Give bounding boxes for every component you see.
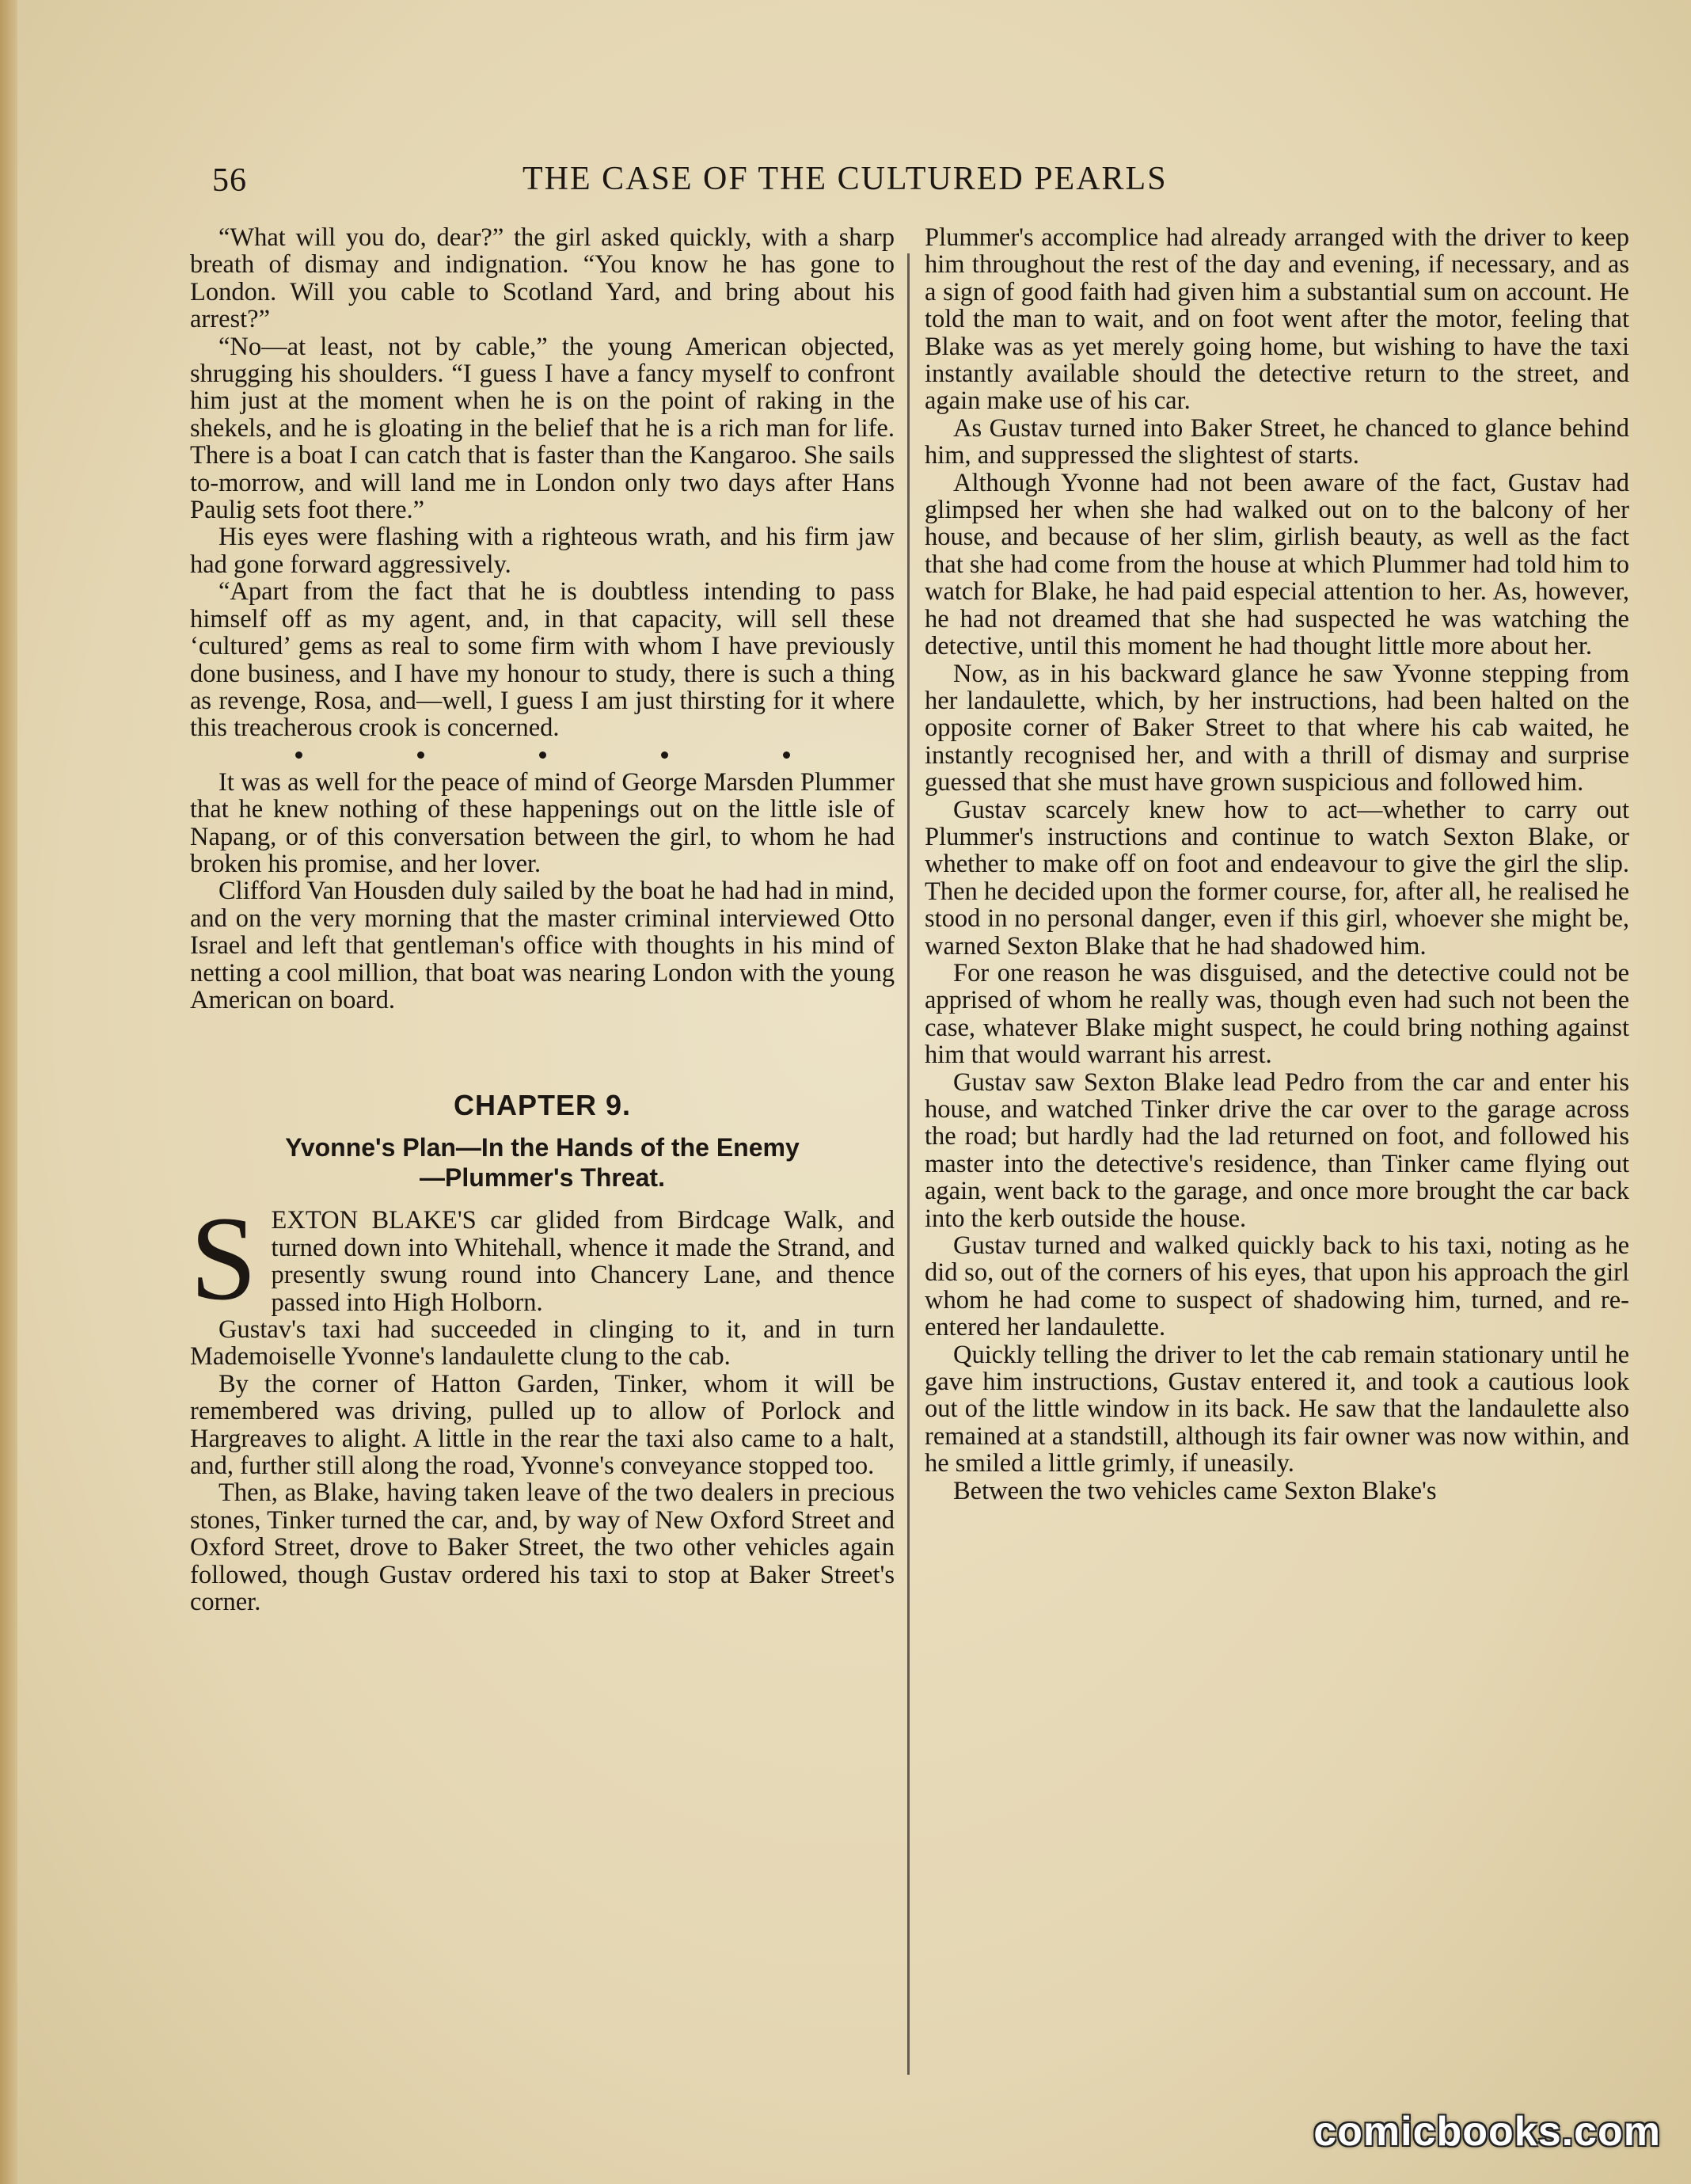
- chapter-number: CHAPTER 9.: [453, 1089, 632, 1122]
- chapter-opening-paragraph: [190, 1192, 895, 1326]
- paragraph: “What will you do, dear?” the girl asked quickly, with a sharp breath of dismay and indignation. “You know he has gone to London. Will you cable to Scotland Yard, and bring about his arrest?”: [190, 223, 895, 334]
- paragraph: As Gustav turned into Baker Street, he chanced to glance behind him, and suppressed the slightest of starts.: [925, 413, 1629, 470]
- left-column: [190, 224, 895, 1615]
- column-divider: [907, 253, 910, 2075]
- paragraph: Then, as Blake, having taken leave of the two dealers in precious stones, Tinker turned the car, and, by way of New Oxford Street and Oxford Street, drove to Baker Street, the two other vehicles again followed, though Gustav ordered his taxi to stop at Baker Street's corner.: [190, 1478, 895, 1617]
- paragraph: Quickly telling the driver to let the cab remain stationary until he gave him instructions, Gustav entered it, and took a cautious look out of the little window in its back. He saw that the landaulette also remained at a standstill, although its fair owner was now within, and he smiled a little grimly, if uneasily.: [925, 1340, 1629, 1478]
- paragraph: Gustav scarcely knew how to act—whether to carry out Plummer's instructions and continue to watch Sexton Blake, or whether to make off on foot and endeavour to give the girl the slip. Then he decided upon the former course, for, after all, he realised he stood in no personal danger, even if this girl, whoever she might be, warned Sexton Blake that he had shadowed him.: [925, 795, 1629, 961]
- chapter-heading: [190, 1088, 895, 1193]
- paragraph: Plummer's accomplice had already arranged with the driver to keep him throughout the rest of the day and evening, if necessary, and as a sign of good faith had given him a substantial sum on account. He told the man to wait, and on foot went after the motor, feeling that Blake was as yet merely going home, but wishing to have the taxi instantly available should the detective return to the street, and again make use of his car.: [925, 223, 1629, 416]
- paragraph: Gustav's taxi had succeeded in clinging to it, and in turn Mademoiselle Yvonne's landaulette clung to the cab.: [190, 1315, 895, 1372]
- scene-break-dots: [190, 742, 895, 769]
- paragraph: His eyes were flashing with a righteous wrath, and his firm jaw had gone forward aggressively.: [190, 523, 895, 579]
- paragraph: For one reason he was disguised, and the detective could not be apprised of whom he really was, though even had such not been the case, whatever Blake might suspect, he could bring nothing against him that would warrant his arrest.: [925, 958, 1629, 1070]
- paragraph: “Apart from the fact that he is doubtless intending to pass himself off as my agent, and, in that capacity, will sell these ‘cultured’ gems as real to some firm with whom I have previously done business, and I have my honour to study, there is such a thing as revenge, Rosa, and—well, I guess I am just thirsting for it where this treacherous crook is concerned.: [190, 577, 895, 743]
- page-header: [206, 158, 1330, 206]
- paragraph: Although Yvonne had not been aware of the fact, Gustav had glimpsed her when she had walked out on to the balcony of her house, and because of her slim, girlish beauty, as well as the fact that she had come from the house at which Plummer had told him to watch for Blake, he had paid especial attention to her. As, however, he had not dreamed that she had suspected he was watching the detective, until this moment he had thought little more about her.: [925, 468, 1629, 661]
- paragraph: Between the two vehicles came Sexton Blake's: [953, 1476, 1437, 1505]
- page-edge: [0, 0, 17, 2184]
- paragraph: By the corner of Hatton Garden, Tinker, whom it will be remembered was driving, pulled up to allow of Porlock and Hargreaves to alight. A little in the rear the taxi also came to a halt, and, further still along the road, Yvonne's conveyance stopped too.: [190, 1369, 895, 1481]
- opening-text: EXTON BLAKE'S car glided from Birdcage Walk, and turned down into Whitehall, whence it made the Strand, and presently swung round into Chancery Lane, and thence passed into High Holborn.: [271, 1206, 895, 1317]
- chapter-subtitle-line: Yvonne's Plan—In the Hands of the Enemy: [285, 1133, 800, 1162]
- site-watermark: comicbooks.com: [1313, 2109, 1661, 2155]
- paragraph: “No—at least, not by cable,” the young American objected, shrugging his shoulders. “I guess I have a fancy myself to confront him just at the moment when he is on the point of raking in the shekels, and he is gloating in the belief that he is a rich man for life. There is a boat I can catch that is faster than the Kangaroo. She sails to-morrow, and will land me in London only two days after Hans Paulig sets foot there.”: [190, 332, 895, 525]
- paragraph: It was as well for the peace of mind of George Marsden Plummer that he knew nothing of these happenings out on the little isle of Napang, or of this conversation between the girl, to whom he had broken his promise, and her lover.: [190, 767, 895, 878]
- chapter-subtitle: [190, 1132, 895, 1193]
- paragraph: Now, as in his backward glance he saw Yvonne stepping from her landaulette, which, by her instructions, had been halted on the opposite corner of Baker Street to that where his cab waited, he instantly recognised her, and with a thrill of dismay and surprise guessed that she must have grown suspicious and followed him.: [925, 659, 1629, 797]
- page-number: 56: [212, 162, 247, 199]
- paragraph: Clifford Van Housden duly sailed by the boat he had had in mind, and on the very morning that the master criminal interviewed Otto Israel and left that gentleman's office with thoughts in his mind of netting a cool million, that boat was nearing London with the young American on board.: [190, 877, 895, 1014]
- running-title: THE CASE OF THE CULTURED PEARLS: [522, 161, 1168, 197]
- paragraph: Gustav turned and walked quickly back to his taxi, noting as he did so, out of the corners of his eyes, that upon his approach the girl whom he had come to suspect of shadowing him, turned, and re-entered her landaulette.: [925, 1231, 1629, 1342]
- drop-cap: S: [190, 1192, 257, 1326]
- paragraph: Gustav saw Sexton Blake lead Pedro from the car and enter his house, and watched Tinker drive the car over to the garage across the road; but hardly had the lad returned on foot, and followed his master into the detective's residence, than Tinker came flying out again, went back to the garage, and once more brought the car back into the kerb outside the house.: [925, 1067, 1629, 1233]
- chapter-subtitle-line: —Plummer's Threat.: [420, 1163, 665, 1193]
- right-column: [925, 224, 1629, 1505]
